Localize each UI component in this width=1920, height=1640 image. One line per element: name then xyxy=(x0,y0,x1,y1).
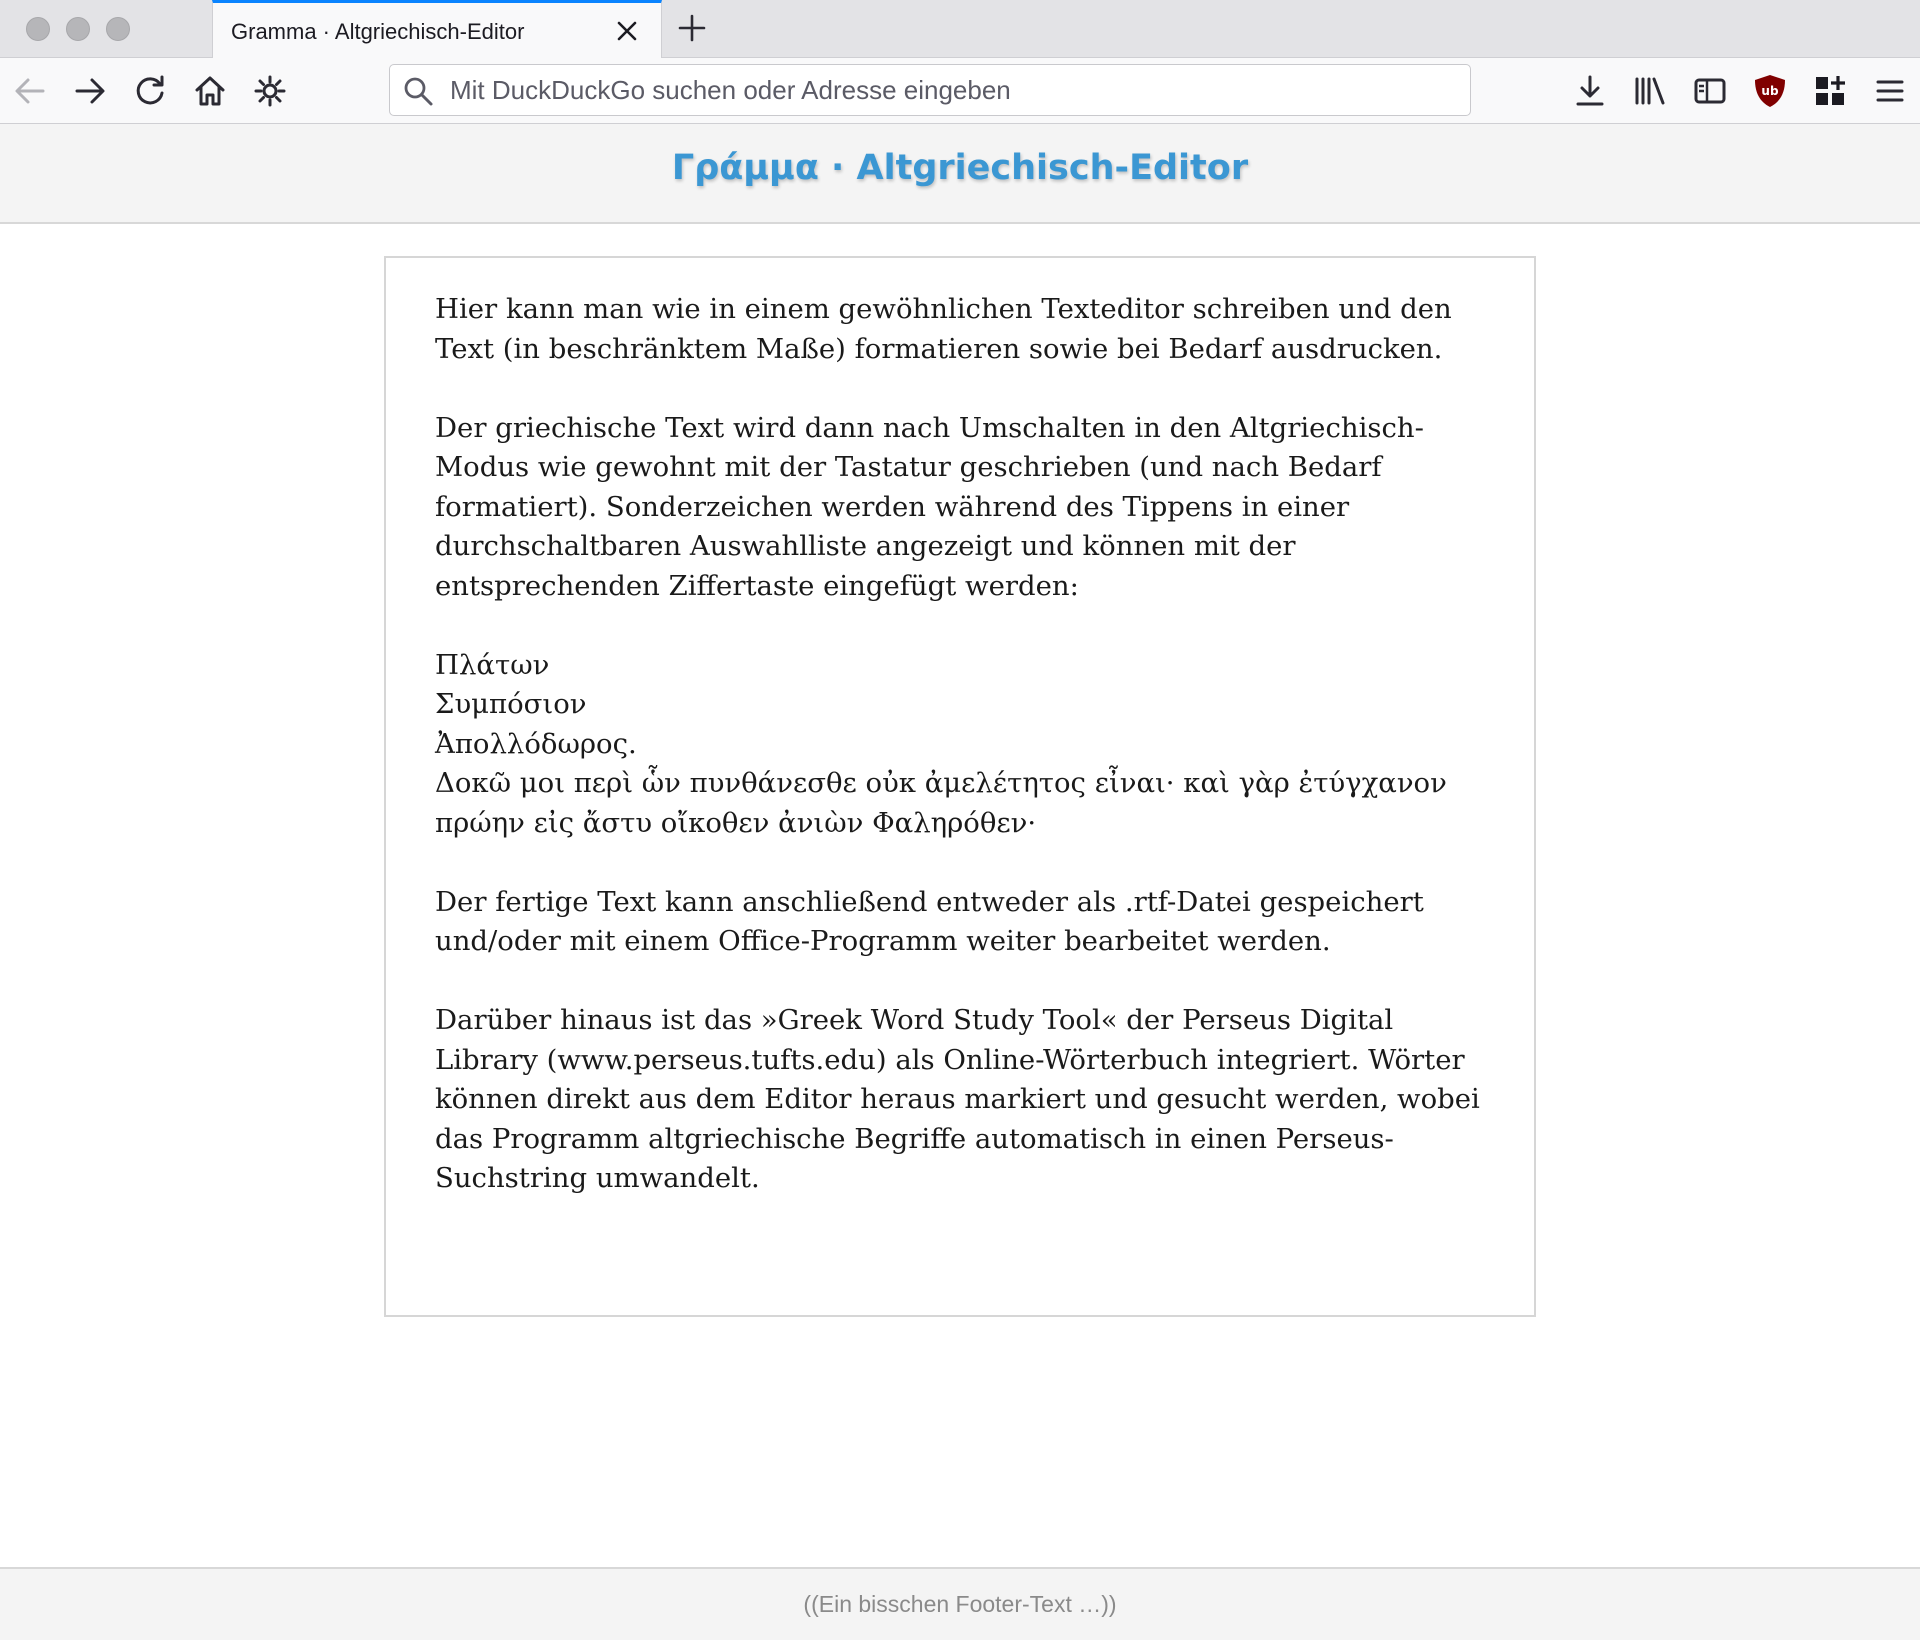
editor-greek-line: Ἀπολλόδωρος. xyxy=(435,727,637,760)
editor-paragraph-export: Der fertige Text kann anschließend entweder als .rtf-Datei gespeichert und/oder mit einem Office-Programm weiter bearbeitet werden. xyxy=(435,885,1424,957)
hamburger-menu-icon xyxy=(1875,76,1905,106)
text-editor[interactable] xyxy=(384,256,1536,1317)
navigation-toolbar xyxy=(0,58,1920,124)
editor-greek-line: Πλάτων xyxy=(435,648,550,681)
url-bar[interactable] xyxy=(389,64,1471,116)
window-minimize-dot[interactable] xyxy=(66,17,90,41)
gear-icon xyxy=(253,74,287,108)
reload-icon xyxy=(133,74,167,108)
extension-button[interactable] xyxy=(250,71,290,111)
ublock-shield-icon xyxy=(1754,74,1786,108)
reload-button[interactable] xyxy=(130,71,170,111)
window-zoom-dot[interactable] xyxy=(106,17,130,41)
svg-text:ub: ub xyxy=(1761,84,1779,98)
sidebar-button[interactable] xyxy=(1690,71,1730,111)
page-title: Γράμμα · Altgriechisch-Editor xyxy=(671,148,1249,188)
home-icon xyxy=(193,74,227,108)
editor-greek-line: Δοκῶ μοι περὶ ὧν πυνθάνεσθε οὐκ ἀμελέτητος εἶναι· καὶ γὰρ ἐτύγχανον πρώην εἰς ἄστυ οἴκοθεν ἀνιὼν Φαληρόθεν· xyxy=(435,767,1447,839)
window-close-dot[interactable] xyxy=(26,17,50,41)
download-icon xyxy=(1573,74,1607,108)
menu-button[interactable] xyxy=(1870,71,1910,111)
editor-paragraph-perseus: Darüber hinaus ist das »Greek Word Study Tool« der Perseus Digital Library (www.perseus.tufts.edu) als Online-Wörterbuch integriert. Wörter können direkt aus dem Editor heraus markiert und gesucht werden, wobei das Programm altgriechische Begriffe automatisch in einen Perseus-Suchstring umwandelt. xyxy=(435,1004,1480,1194)
editor-paragraph-greek-mode: Der griechische Text wird dann nach Umschalten in den Altgriechisch-Modus wie gewohnt mit der Tastatur geschrieben (und nach Bedarf formatiert). Sonderzeichen werden während des Tippens in einer durchschaltbaren Auswahlliste angezeigt und können mit der entsprechenden Ziffertaste eingefügt werden: xyxy=(435,411,1424,602)
new-tab-button[interactable] xyxy=(674,10,710,46)
footer-text: ((Ein bisschen Footer-Text …)) xyxy=(803,1591,1117,1617)
editor-paragraph-intro: Hier kann man wie in einem gewöhnlichen Texteditor schreiben und den Text (in beschränktem Maße) formatieren sowie bei Bedarf ausdrucken. xyxy=(435,293,1452,365)
tab-title: Gramma · Altgriechisch-Editor xyxy=(231,19,525,44)
search-icon xyxy=(402,75,434,107)
extensions-button[interactable] xyxy=(1810,71,1850,111)
page-header xyxy=(0,124,1920,224)
arrow-left-icon xyxy=(13,74,47,108)
tab-strip xyxy=(0,0,1920,58)
close-icon[interactable] xyxy=(613,17,641,45)
library-button[interactable] xyxy=(1630,71,1670,111)
forward-button[interactable] xyxy=(70,71,110,111)
editor-greek-line: Συμπόσιον xyxy=(435,688,587,720)
url-input[interactable] xyxy=(450,65,1450,115)
ublock-button[interactable] xyxy=(1750,71,1790,111)
grid-plus-icon xyxy=(1813,74,1847,108)
home-button[interactable] xyxy=(190,71,230,111)
tab-active[interactable] xyxy=(212,0,662,59)
back-button[interactable] xyxy=(10,71,50,111)
sidebar-icon xyxy=(1693,74,1727,108)
arrow-right-icon xyxy=(73,74,107,108)
downloads-button[interactable] xyxy=(1570,71,1610,111)
page-footer xyxy=(0,1567,1920,1640)
library-icon xyxy=(1633,74,1667,108)
